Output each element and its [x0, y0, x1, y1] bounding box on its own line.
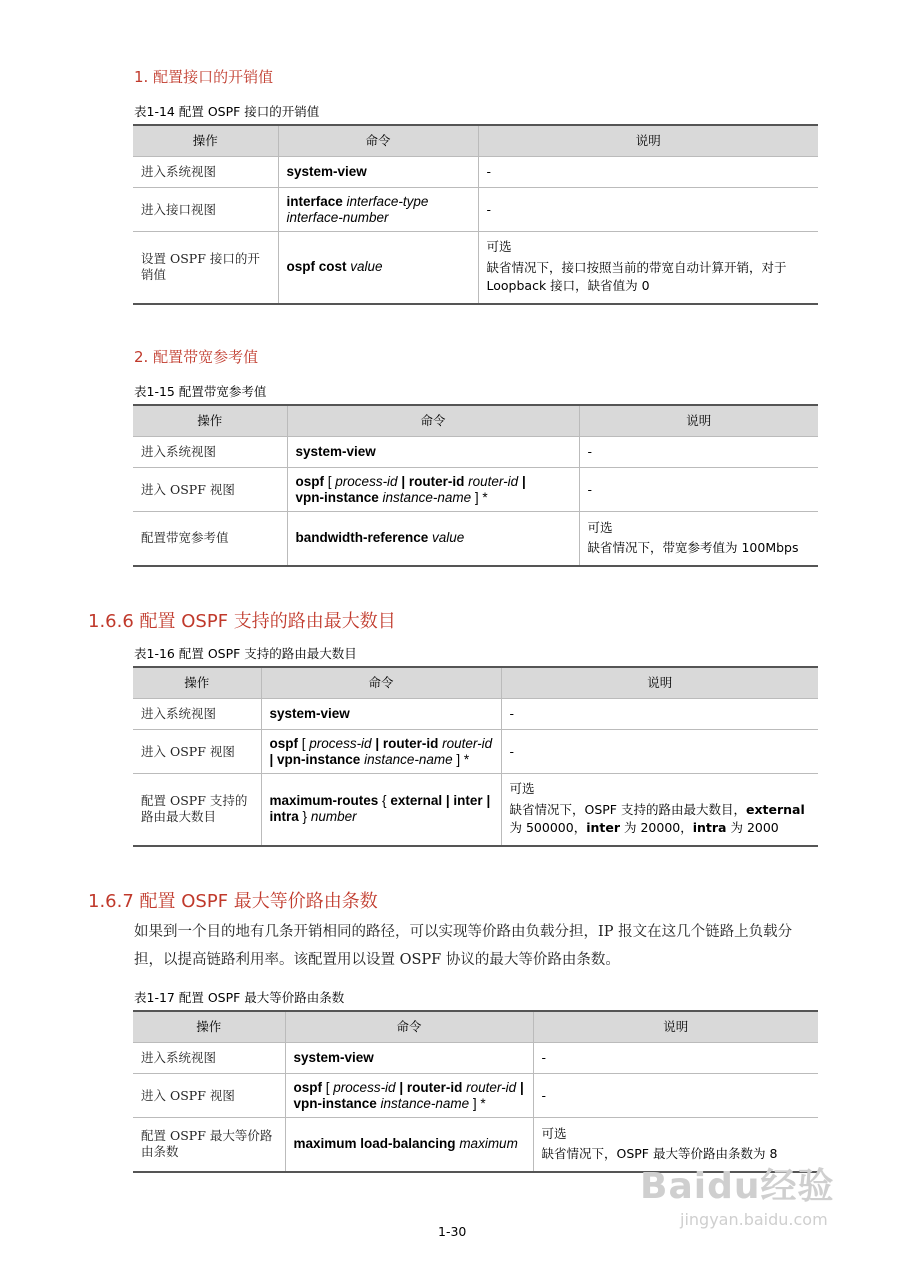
op-cell: 进入系统视图: [133, 699, 261, 730]
cmd-keyword: bandwidth-reference: [295, 530, 429, 546]
cmd-argument: value: [350, 259, 383, 275]
desc-keyword: inter: [586, 820, 621, 836]
table-caption-1-16: 表1-16 配置 OSPF 支持的路由最大数目: [134, 646, 357, 661]
cmd-keyword: inter: [453, 793, 483, 809]
cmd-keyword: router-id: [408, 473, 465, 489]
op-cell: 设置 OSPF 接口的开销值: [133, 232, 278, 304]
cmd-symbol: [: [301, 735, 306, 751]
cmd-keyword: ospf: [295, 473, 324, 489]
cmd-keyword: system-view: [295, 444, 376, 459]
header-operation: 操作: [133, 125, 278, 157]
optional-label: 可选: [541, 1126, 567, 1142]
op-cell: 进入系统视图: [133, 157, 278, 188]
table-row: [133, 699, 818, 730]
op-cell: 进入系统视图: [133, 1043, 285, 1074]
table-row: [133, 188, 818, 232]
table-1-16: [133, 666, 818, 847]
header-description: 说明: [478, 125, 818, 157]
cmd-symbol: [: [327, 473, 332, 489]
desc-cell: -: [478, 188, 818, 232]
cmd-symbol: {: [382, 793, 387, 809]
cmd-keyword: ospf: [269, 735, 298, 751]
cmd-cell: [278, 232, 478, 304]
header-description: 说明: [501, 667, 818, 699]
cmd-keyword: maximum load-balancing: [293, 1136, 456, 1152]
table-row: [133, 730, 818, 774]
op-cell: 配置 OSPF 最大等价路由条数: [133, 1118, 285, 1172]
cmd-cell: [261, 699, 501, 730]
cmd-argument: router-id: [466, 1079, 517, 1095]
cmd-keyword: interface: [286, 193, 343, 209]
cmd-keyword: system-view: [286, 164, 367, 179]
cmd-symbol: }: [302, 809, 308, 825]
cmd-symbol: |: [399, 1079, 404, 1095]
cmd-cell: [285, 1074, 533, 1118]
header-command: 命令: [261, 667, 501, 699]
header-operation: 操作: [133, 1011, 285, 1043]
desc-text-part: 为 2000: [726, 820, 779, 836]
cmd-argument: instance-name: [364, 751, 453, 767]
table-caption-1-14: 表1-14 配置 OSPF 接口的开销值: [134, 104, 320, 119]
header-description: 说明: [533, 1011, 818, 1043]
desc-text: [510, 801, 811, 837]
cmd-argument: maximum: [459, 1136, 518, 1152]
cmd-cell: [287, 512, 579, 566]
desc-text-part: 为 20000，: [620, 820, 693, 836]
cmd-argument: number: [310, 809, 357, 825]
cmd-keyword: system-view: [293, 1050, 374, 1065]
desc-cell: -: [579, 437, 818, 468]
desc-text-part: 缺省情况下，OSPF 支持的路由最大数目，: [509, 802, 746, 818]
cmd-argument: router-id: [442, 735, 493, 751]
cmd-argument: process-id: [335, 473, 398, 489]
op-cell: 进入 OSPF 视图: [133, 468, 287, 512]
watermark-logo: Baidu经验: [640, 1166, 835, 1207]
cmd-symbol: ] *: [474, 489, 488, 505]
section-heading-1-6-6: 1.6.6 配置 OSPF 支持的路由最大数目: [88, 611, 396, 632]
op-cell: 进入 OSPF 视图: [133, 730, 261, 774]
header-command: 命令: [287, 405, 579, 437]
header-operation: 操作: [133, 667, 261, 699]
desc-cell: -: [533, 1074, 818, 1118]
table-row: [133, 1074, 818, 1118]
cmd-keyword: system-view: [269, 706, 350, 721]
desc-cell: -: [533, 1043, 818, 1074]
body-paragraph: 如果到一个目的地有几条开销相同的路径，可以实现等价路由负载分担，IP 报文在这几个链路上负载分担，以提高链路利用率。该配置用以设置 OSPF 协议的最大等价路由条数。: [134, 924, 793, 968]
cmd-argument: instance-name: [380, 1095, 470, 1111]
cmd-cell: [278, 157, 478, 188]
desc-text: 缺省情况下，接口按照当前的带宽自动计算开销，对于 Loopback 接口，缺省值为 0: [486, 260, 787, 294]
cmd-keyword: router-id: [406, 1079, 463, 1095]
desc-cell: -: [501, 730, 818, 774]
desc-keyword: intra: [692, 820, 727, 836]
cmd-cell: [261, 730, 501, 774]
cmd-symbol: ] *: [456, 751, 470, 767]
desc-keyword: external: [745, 802, 805, 818]
desc-text: 缺省情况下，带宽参考值为 100Mbps: [587, 540, 799, 556]
page-number: 1-30: [438, 1224, 467, 1239]
cmd-keyword: vpn-instance: [293, 1095, 377, 1111]
section-heading-bandwidth-reference: 2. 配置带宽参考值: [134, 348, 259, 366]
desc-cell: -: [478, 157, 818, 188]
cmd-keyword: vpn-instance: [277, 751, 361, 767]
cmd-cell: [285, 1118, 533, 1172]
cmd-symbol: |: [401, 473, 406, 489]
table-caption-1-17: 表1-17 配置 OSPF 最大等价路由条数: [134, 990, 345, 1005]
cmd-keyword: external: [390, 793, 443, 809]
section-heading-1-6-7: 1.6.7 配置 OSPF 最大等价路由条数: [88, 891, 378, 912]
table-1-15: [133, 404, 818, 567]
table-row: [133, 1043, 818, 1074]
cmd-cell: [278, 188, 478, 232]
cmd-symbol: |: [269, 751, 274, 767]
cmd-keyword: vpn-instance: [295, 489, 379, 505]
header-description: 说明: [579, 405, 818, 437]
cmd-symbol: [: [325, 1079, 330, 1095]
cmd-argument: process-id: [333, 1079, 396, 1095]
cmd-argument: value: [432, 530, 465, 546]
table-row: [133, 437, 818, 468]
table-row: [133, 512, 818, 566]
op-cell: 进入 OSPF 视图: [133, 1074, 285, 1118]
table-1-14: [133, 124, 818, 305]
desc-text: 缺省情况下，OSPF 最大等价路由条数为 8: [541, 1146, 778, 1162]
table-row: [133, 468, 818, 512]
desc-cell: [579, 512, 818, 566]
watermark-url: jingyan.baidu.com: [680, 1210, 828, 1229]
cmd-argument: instance-name: [382, 489, 472, 505]
op-cell: 配置带宽参考值: [133, 512, 287, 566]
cmd-symbol: |: [486, 793, 491, 809]
table-row: [133, 232, 818, 304]
header-operation: 操作: [133, 405, 287, 437]
cmd-symbol: |: [521, 473, 526, 489]
cmd-keyword: maximum-routes: [269, 793, 379, 809]
cmd-cell: [261, 774, 501, 846]
optional-label: 可选: [486, 239, 512, 255]
cmd-keyword: intra: [269, 809, 299, 825]
cmd-argument: process-id: [309, 735, 372, 751]
cmd-symbol: |: [519, 1079, 524, 1095]
desc-cell: -: [579, 468, 818, 512]
table-1-17: [133, 1010, 818, 1173]
desc-text-part: 为 500000，: [509, 820, 587, 836]
cmd-symbol: ] *: [472, 1095, 486, 1111]
cmd-keyword: router-id: [382, 735, 439, 751]
optional-label: 可选: [509, 781, 535, 797]
cmd-argument: router-id: [468, 473, 519, 489]
optional-label: 可选: [587, 520, 613, 536]
cmd-cell: [285, 1043, 533, 1074]
section-heading-interface-cost: 1. 配置接口的开销值: [134, 68, 274, 86]
cmd-symbol: |: [445, 793, 450, 809]
cmd-argument: interface-type interface-number: [286, 193, 429, 225]
desc-cell: [501, 774, 818, 846]
table-caption-1-15: 表1-15 配置带宽参考值: [134, 384, 267, 399]
cmd-keyword: ospf cost: [286, 259, 347, 275]
cmd-keyword: ospf: [293, 1079, 322, 1095]
header-command: 命令: [278, 125, 478, 157]
op-cell: 配置 OSPF 支持的路由最大数目: [133, 774, 261, 846]
cmd-cell: [287, 437, 579, 468]
cmd-cell: [287, 468, 579, 512]
header-command: 命令: [285, 1011, 533, 1043]
desc-cell: -: [501, 699, 818, 730]
table-row: [133, 774, 818, 846]
cmd-symbol: |: [375, 735, 380, 751]
desc-cell: [478, 232, 818, 304]
op-cell: 进入接口视图: [133, 188, 278, 232]
table-row: [133, 157, 818, 188]
op-cell: 进入系统视图: [133, 437, 287, 468]
